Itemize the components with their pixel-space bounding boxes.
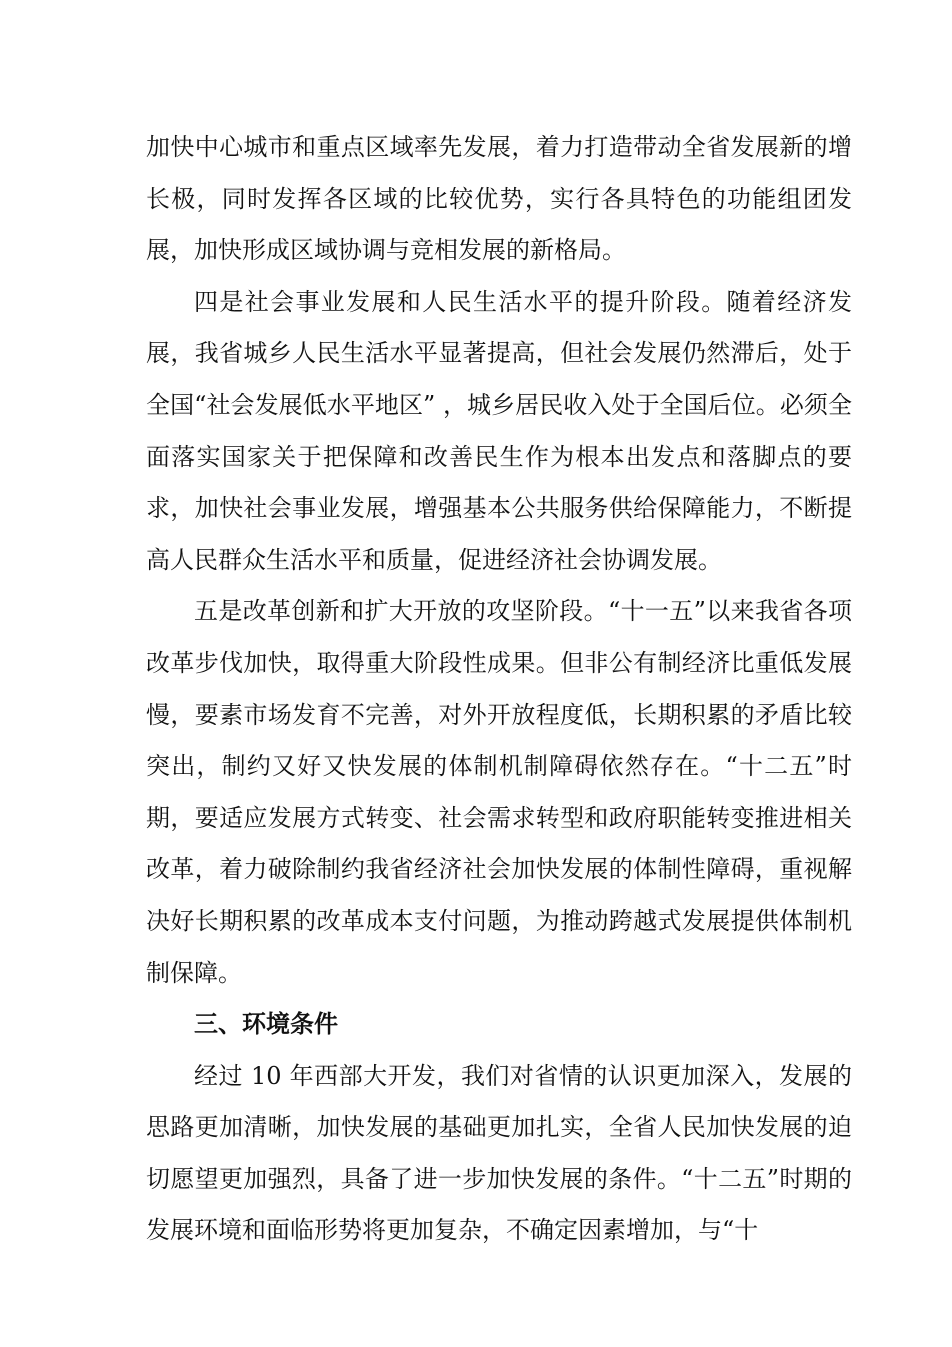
paragraph-regional-development: 加快中心城市和重点区域率先发展，着力打造带动全省发展新的增长极，同时发挥各区域的比较优势，实行各具特色的功能组团发展，加快形成区域协调与竞相发展的新格局。 bbox=[146, 133, 852, 265]
document-body bbox=[146, 122, 852, 1257]
paragraph-social-development: 四是社会事业发展和人民生活水平的提升阶段。随着经济发展，我省城乡人民生活水平显著提高，但社会发展仍然滞后，处于全国“社会发展低水平地区” ，城乡居民收入处于全国后位。必须全面落实国家关于把保障和改善民生作为根本出发点和落脚点的要求，加快社会事业发展，增强基本公共服务供给保障能力，不断提高人民群众生活水平和质量，促进经济社会协调发展。 bbox=[146, 287, 852, 574]
paragraph-environment-conditions: 经过 10 年西部大开发，我们对省情的认识更加深入，发展的思路更加清晰，加快发展的基础更加扎实，全省人民加快发展的迫切愿望更加强烈，具备了进一步加快发展的条件。“十二五”时期的发展环境和面临形势将更加复杂，不确定因素增加，与“十 bbox=[146, 1061, 852, 1245]
section-heading: 三、环境条件 bbox=[194, 1010, 338, 1039]
paragraph-reform-opening: 五是改革创新和扩大开放的攻坚阶段。“十一五”以来我省各项改革步伐加快，取得重大阶段性成果。但非公有制经济比重低发展慢，要素市场发育不完善，对外开放程度低，长期积累的矛盾比较突出，制约又好又快发展的体制机制障碍依然存在。“十二五”时期，要适应发展方式转变、社会需求转型和政府职能转变推进相关改革，着力破除制约我省经济社会加快发展的体制性障碍，重视解决好长期积累的改革成本支付问题，为推动跨越式发展提供体制机制保障。 bbox=[146, 597, 852, 987]
